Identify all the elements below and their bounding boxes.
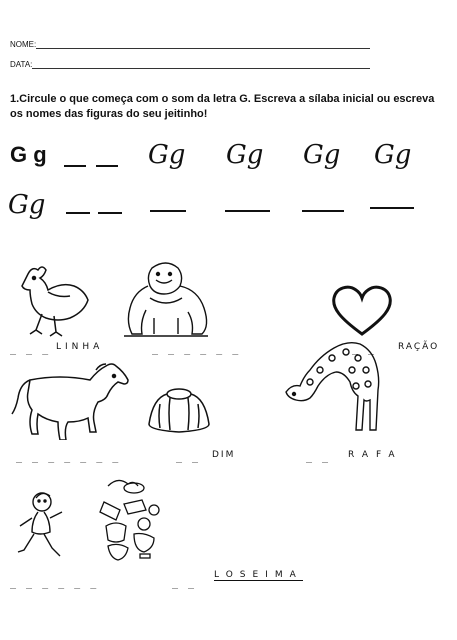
answer-blank-hen[interactable]: _ _ _ [10, 344, 51, 355]
jelly-picture [144, 384, 214, 436]
blank-line[interactable] [302, 210, 344, 212]
answer-text-hen: LINHA [56, 342, 104, 352]
answer-text-candy: LOSEIMA [214, 570, 303, 580]
gorilla-picture [120, 258, 212, 340]
heart-picture [330, 282, 394, 338]
blank-line[interactable] [64, 165, 86, 167]
answer-blank-candy[interactable]: _ _ [172, 578, 197, 589]
candy-picture [94, 474, 170, 566]
answer-blank-jelly[interactable]: _ _ [176, 452, 201, 463]
print-letter-g: G g [10, 142, 47, 167]
horse-picture [10, 360, 134, 440]
hen-picture [18, 262, 96, 342]
cursive-letter-g: Gg [374, 140, 412, 170]
answer-text-heart: RAÇÃO [398, 342, 440, 352]
date-label: DATA: [10, 60, 33, 69]
blank-line[interactable] [150, 210, 186, 212]
cursive-letter-g: Gg [8, 190, 46, 220]
answer-text-giraffe: RAFA [348, 450, 403, 460]
answer-blank-boy[interactable]: _ _ _ _ _ _ [10, 578, 99, 589]
blank-line[interactable] [370, 207, 414, 209]
cursive-letter-g: Gg [226, 140, 264, 170]
answer-text-jelly: DIM [212, 450, 236, 460]
giraffe-picture [280, 336, 386, 440]
instruction-text: 1.Circule o que começa com o som da letra G. Escreva a sílaba inicial ou escreva os nomes das figuras do seu jeitinho! [10, 93, 435, 120]
answer-blank-heart[interactable]: _ _ [352, 344, 377, 355]
answer-blank-horse[interactable]: _ _ _ _ _ _ _ [16, 452, 121, 463]
name-label: NOME: [10, 40, 37, 49]
date-field[interactable] [32, 68, 370, 69]
answer-blank-gorilla[interactable]: _ _ _ _ _ _ [152, 344, 241, 355]
cursive-letter-g: Gg [303, 140, 341, 170]
name-field[interactable] [36, 48, 370, 49]
blank-line[interactable] [225, 210, 270, 212]
boy-picture [12, 488, 72, 568]
blank-line[interactable] [96, 165, 118, 167]
answer-blank-giraffe[interactable]: _ _ [306, 452, 331, 463]
blank-line[interactable] [66, 212, 90, 214]
cursive-letter-g: Gg [148, 140, 186, 170]
blank-line[interactable] [98, 212, 122, 214]
